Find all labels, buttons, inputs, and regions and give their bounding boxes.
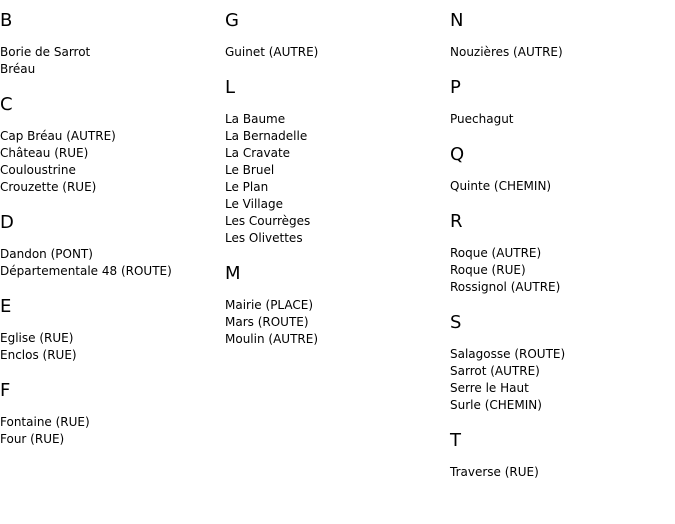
letter-group <box>450 144 675 195</box>
letter-heading: N <box>450 10 464 31</box>
street-list <box>0 330 225 364</box>
letter-group <box>450 430 675 481</box>
street-link[interactable]: Mairie (PLACE) <box>225 298 314 312</box>
street-link[interactable]: Le Plan <box>225 180 269 194</box>
street-link[interactable]: Cap Bréau (AUTRE) <box>0 129 116 143</box>
letter-group <box>0 380 225 448</box>
index-column <box>225 10 450 364</box>
street-list <box>225 44 450 61</box>
letter-heading: L <box>225 77 236 98</box>
street-link[interactable]: Les Olivettes <box>225 231 303 245</box>
street-list <box>450 245 675 296</box>
letter-heading: S <box>450 312 462 333</box>
letter-heading: G <box>225 10 239 31</box>
letter-group <box>450 77 675 128</box>
street-link[interactable]: Couloustrine <box>0 163 76 177</box>
street-link[interactable]: Serre le Haut <box>450 381 529 395</box>
letter-group <box>450 211 675 296</box>
street-link[interactable]: Le Bruel <box>225 163 275 177</box>
street-link[interactable]: La Bernadelle <box>225 129 308 143</box>
letter-group <box>0 212 225 280</box>
letter-group <box>225 263 450 348</box>
index-column <box>450 10 675 497</box>
street-link[interactable]: La Baume <box>225 112 286 126</box>
letter-group <box>0 94 225 196</box>
street-link[interactable]: La Cravate <box>225 146 291 160</box>
letter-heading: R <box>450 211 463 232</box>
street-list <box>450 346 675 414</box>
street-link[interactable]: Bréau <box>0 62 36 76</box>
street-link[interactable]: Nouzières (AUTRE) <box>450 45 563 59</box>
street-list <box>225 297 450 348</box>
street-link[interactable]: Surle (CHEMIN) <box>450 398 542 412</box>
street-link[interactable]: Puechagut <box>450 112 514 126</box>
letter-group <box>450 10 675 61</box>
street-link[interactable]: Mars (ROUTE) <box>225 315 309 329</box>
letter-group <box>225 10 450 61</box>
letter-heading: B <box>0 10 13 31</box>
letter-heading: M <box>225 263 241 284</box>
street-link[interactable]: Château (RUE) <box>0 146 89 160</box>
street-link[interactable]: Eglise (RUE) <box>0 331 74 345</box>
letter-group <box>450 312 675 414</box>
street-link[interactable]: Guinet (AUTRE) <box>225 45 319 59</box>
letter-heading: T <box>450 430 461 451</box>
letter-heading: E <box>0 296 12 317</box>
street-link[interactable]: Moulin (AUTRE) <box>225 332 318 346</box>
street-list <box>450 464 675 481</box>
index-column <box>0 10 225 464</box>
letter-heading: D <box>0 212 14 233</box>
street-link[interactable]: Le Village <box>225 197 283 211</box>
street-link[interactable]: Traverse (RUE) <box>450 465 539 479</box>
street-link[interactable]: Rossignol (AUTRE) <box>450 280 561 294</box>
street-link[interactable]: Les Courrèges <box>225 214 311 228</box>
street-link[interactable]: Roque (RUE) <box>450 263 526 277</box>
street-link[interactable]: Crouzette (RUE) <box>0 180 97 194</box>
street-list <box>450 44 675 61</box>
street-link[interactable]: Enclos (RUE) <box>0 348 77 362</box>
street-link[interactable]: Roque (AUTRE) <box>450 246 542 260</box>
street-link[interactable]: Quinte (CHEMIN) <box>450 179 552 193</box>
letter-group <box>0 10 225 78</box>
street-list <box>0 414 225 448</box>
street-list <box>450 178 675 195</box>
street-link[interactable]: Départementale 48 (ROUTE) <box>0 264 172 278</box>
street-link[interactable]: Fontaine (RUE) <box>0 415 90 429</box>
street-list <box>225 111 450 247</box>
street-link[interactable]: Salagosse (ROUTE) <box>450 347 566 361</box>
street-link[interactable]: Sarrot (AUTRE) <box>450 364 540 378</box>
street-list <box>0 44 225 78</box>
letter-group <box>0 296 225 364</box>
letter-heading: P <box>450 77 461 98</box>
letter-heading: C <box>0 94 13 115</box>
letter-group <box>225 77 450 247</box>
letter-heading: F <box>0 380 11 401</box>
street-link[interactable]: Dandon (PONT) <box>0 247 93 261</box>
street-list <box>0 246 225 280</box>
street-link[interactable]: Borie de Sarrot <box>0 45 91 59</box>
street-list <box>450 111 675 128</box>
letter-heading: Q <box>450 144 465 165</box>
street-link[interactable]: Four (RUE) <box>0 432 65 446</box>
street-list <box>0 128 225 196</box>
